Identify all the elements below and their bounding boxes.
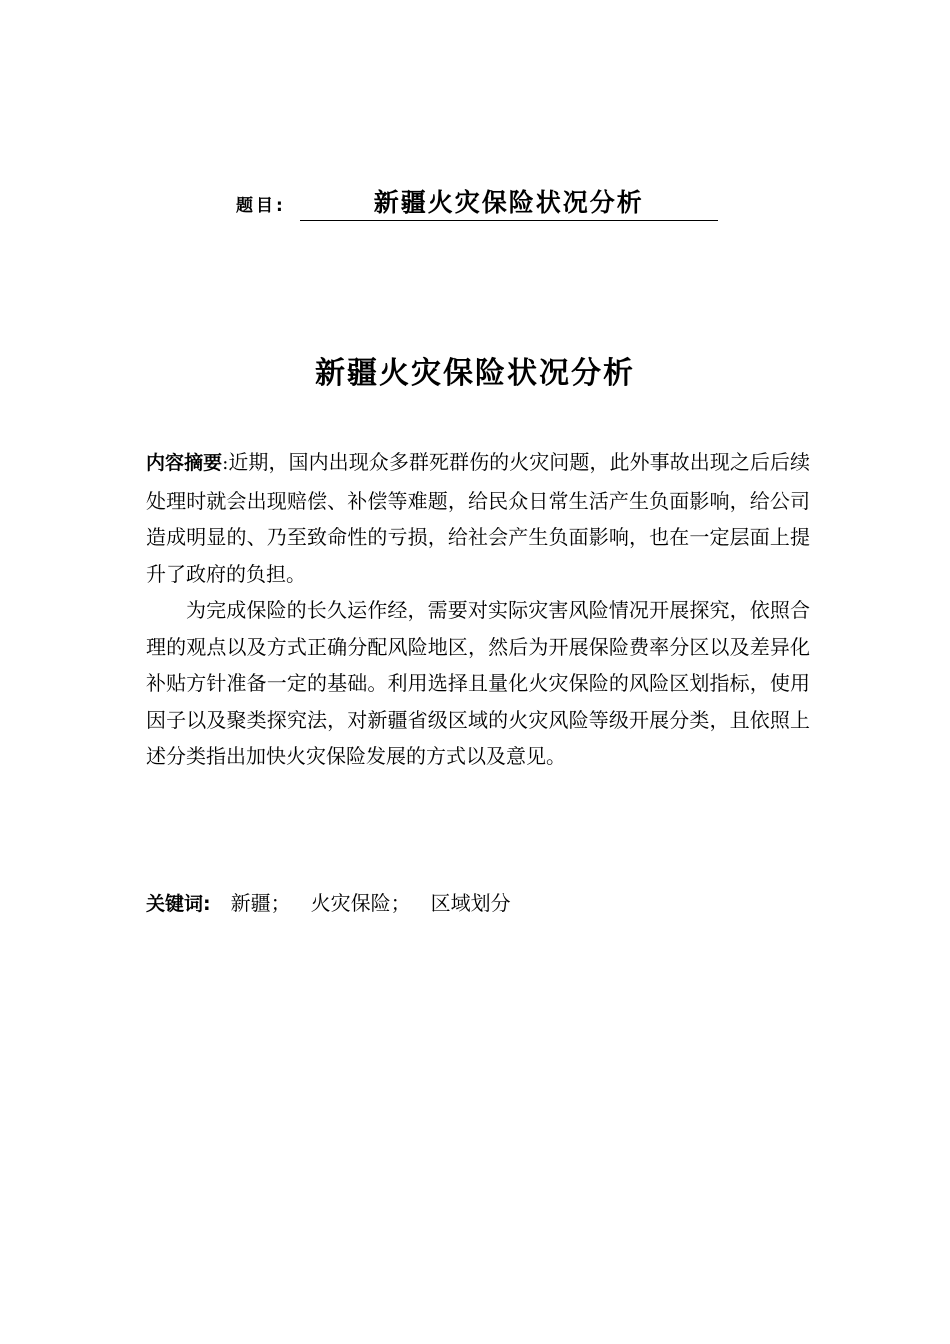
- topic-label: 题目:: [236, 196, 286, 216]
- keyword-item: 火灾保险；: [310, 891, 411, 915]
- keyword-item: 新疆；: [230, 891, 291, 915]
- abstract-colon: :: [222, 453, 229, 474]
- abstract-text-1: 近期，国内出现众多群死群伤的火灾问题，此外事故出现之后后续处理时就会出现赔偿、补偿等难题，给民众日常生活产生负面影响，给公司造成明显的、乃至致命性的亏损，给社会产生负面影响，也在一定层面上提升了政府的负担。: [146, 450, 810, 586]
- abstract-paragraph-1: [146, 444, 810, 592]
- keywords-label: 关键词:: [146, 893, 211, 915]
- abstract-paragraph-2: 为完成保险的长久运作经，需要对实际灾害风险情况开展探究，依照合理的观点以及方式正确分配风险地区，然后为开展保险费率分区以及差异化补贴方针准备一定的基础。利用选择且量化火灾保险的风险区划指标，使用因子以及聚类探究法，对新疆省级区域的火灾风险等级开展分类，且依照上述分类指出加快火灾保险发展的方式以及意见。: [146, 598, 810, 768]
- document-title: 新疆火灾保险状况分析: [315, 356, 635, 391]
- abstract-label: 内容摘要: [146, 452, 223, 474]
- cover-topic-row: [236, 185, 736, 221]
- keyword-item: 区域划分: [430, 891, 511, 915]
- keywords-section: [146, 885, 810, 922]
- abstract-section: [146, 444, 810, 775]
- topic-title: 新疆火灾保险状况分析: [300, 188, 718, 221]
